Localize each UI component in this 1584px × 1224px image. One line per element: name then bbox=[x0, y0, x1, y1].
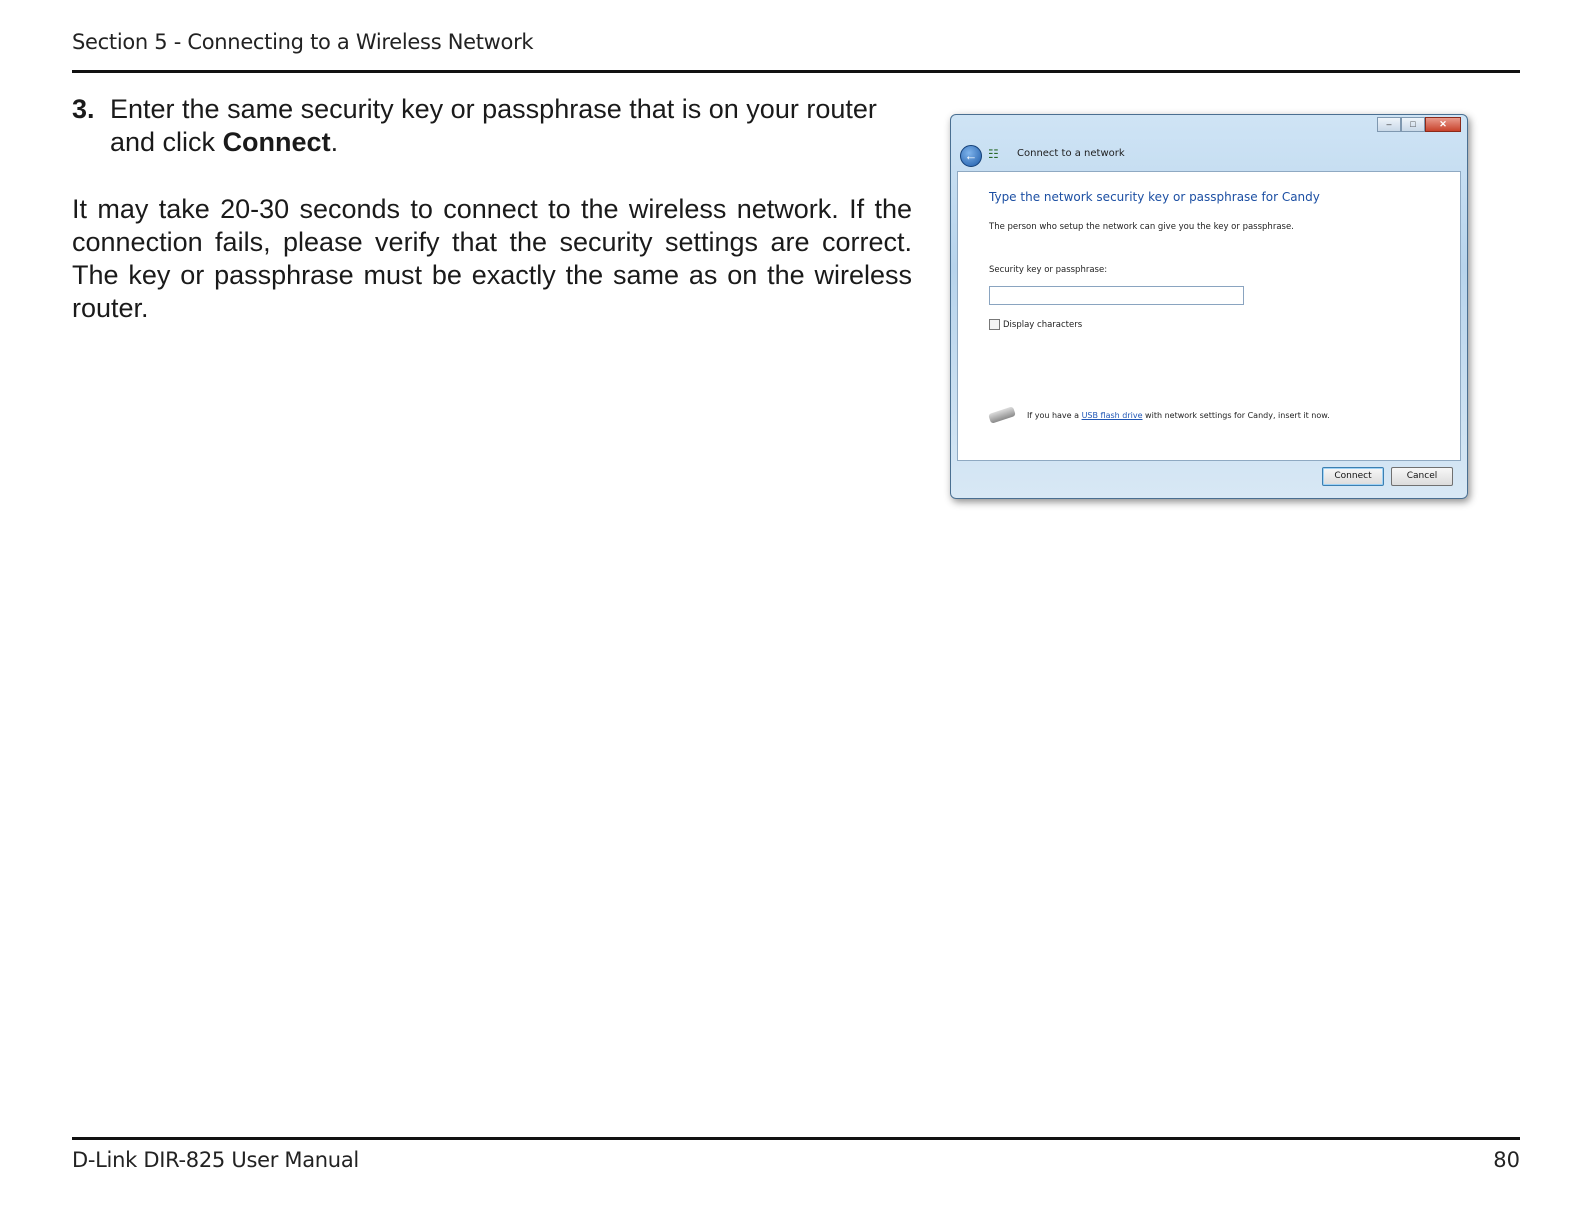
network-icon: ☷ bbox=[988, 147, 999, 161]
step-text-before: Enter the same security key or passphrase that is on your router and click bbox=[110, 94, 877, 157]
display-characters-label: Display characters bbox=[1003, 319, 1083, 330]
step-number: 3. bbox=[72, 94, 95, 124]
step-bold-connect: Connect bbox=[222, 127, 331, 157]
connect-to-network-dialog bbox=[950, 114, 1468, 499]
usb-drive-icon bbox=[988, 406, 1016, 424]
usb-flash-drive-link[interactable]: USB flash drive bbox=[1081, 410, 1143, 420]
close-button[interactable]: ✕ bbox=[1425, 117, 1461, 132]
window-controls bbox=[1377, 117, 1461, 132]
info-paragraph: It may take 20-30 seconds to connect to the wireless network. If the connection fails, please verify that the security settings are correct. The key or passphrase must be exactly the same as on the wireless router. bbox=[72, 194, 912, 323]
step-text-after: . bbox=[330, 127, 339, 157]
dialog-heading: Type the network security key or passphrase for Candy bbox=[989, 190, 1320, 204]
step-3 bbox=[72, 93, 912, 159]
security-key-label: Security key or passphrase: bbox=[989, 265, 1108, 275]
dialog-subtext: The person who setup the network can give you the key or passphrase. bbox=[989, 222, 1294, 232]
cancel-button[interactable]: Cancel bbox=[1391, 467, 1453, 486]
header-rule bbox=[72, 70, 1520, 73]
footer-rule bbox=[72, 1137, 1520, 1140]
usb-row bbox=[989, 410, 1330, 420]
dialog-title: Connect to a network bbox=[1017, 148, 1125, 159]
usb-prefix: If you have a bbox=[1027, 410, 1082, 420]
page-number: 80 bbox=[1493, 1148, 1520, 1172]
maximize-button[interactable]: □ bbox=[1401, 117, 1425, 132]
step-instruction bbox=[110, 93, 912, 159]
manual-title: D-Link DIR-825 User Manual bbox=[72, 1148, 359, 1172]
display-characters-checkbox[interactable] bbox=[989, 319, 1000, 330]
usb-text bbox=[1027, 411, 1330, 420]
minimize-button[interactable]: – bbox=[1377, 117, 1401, 132]
dialog-content bbox=[957, 171, 1461, 461]
security-key-input[interactable] bbox=[989, 286, 1244, 305]
display-characters-row[interactable] bbox=[989, 319, 1082, 330]
connect-button[interactable]: Connect bbox=[1322, 467, 1384, 486]
section-header: Section 5 - Connecting to a Wireless Network bbox=[72, 30, 534, 54]
usb-suffix: with network settings for Candy, insert it now. bbox=[1142, 410, 1330, 420]
back-arrow-icon[interactable]: ← bbox=[960, 145, 982, 167]
